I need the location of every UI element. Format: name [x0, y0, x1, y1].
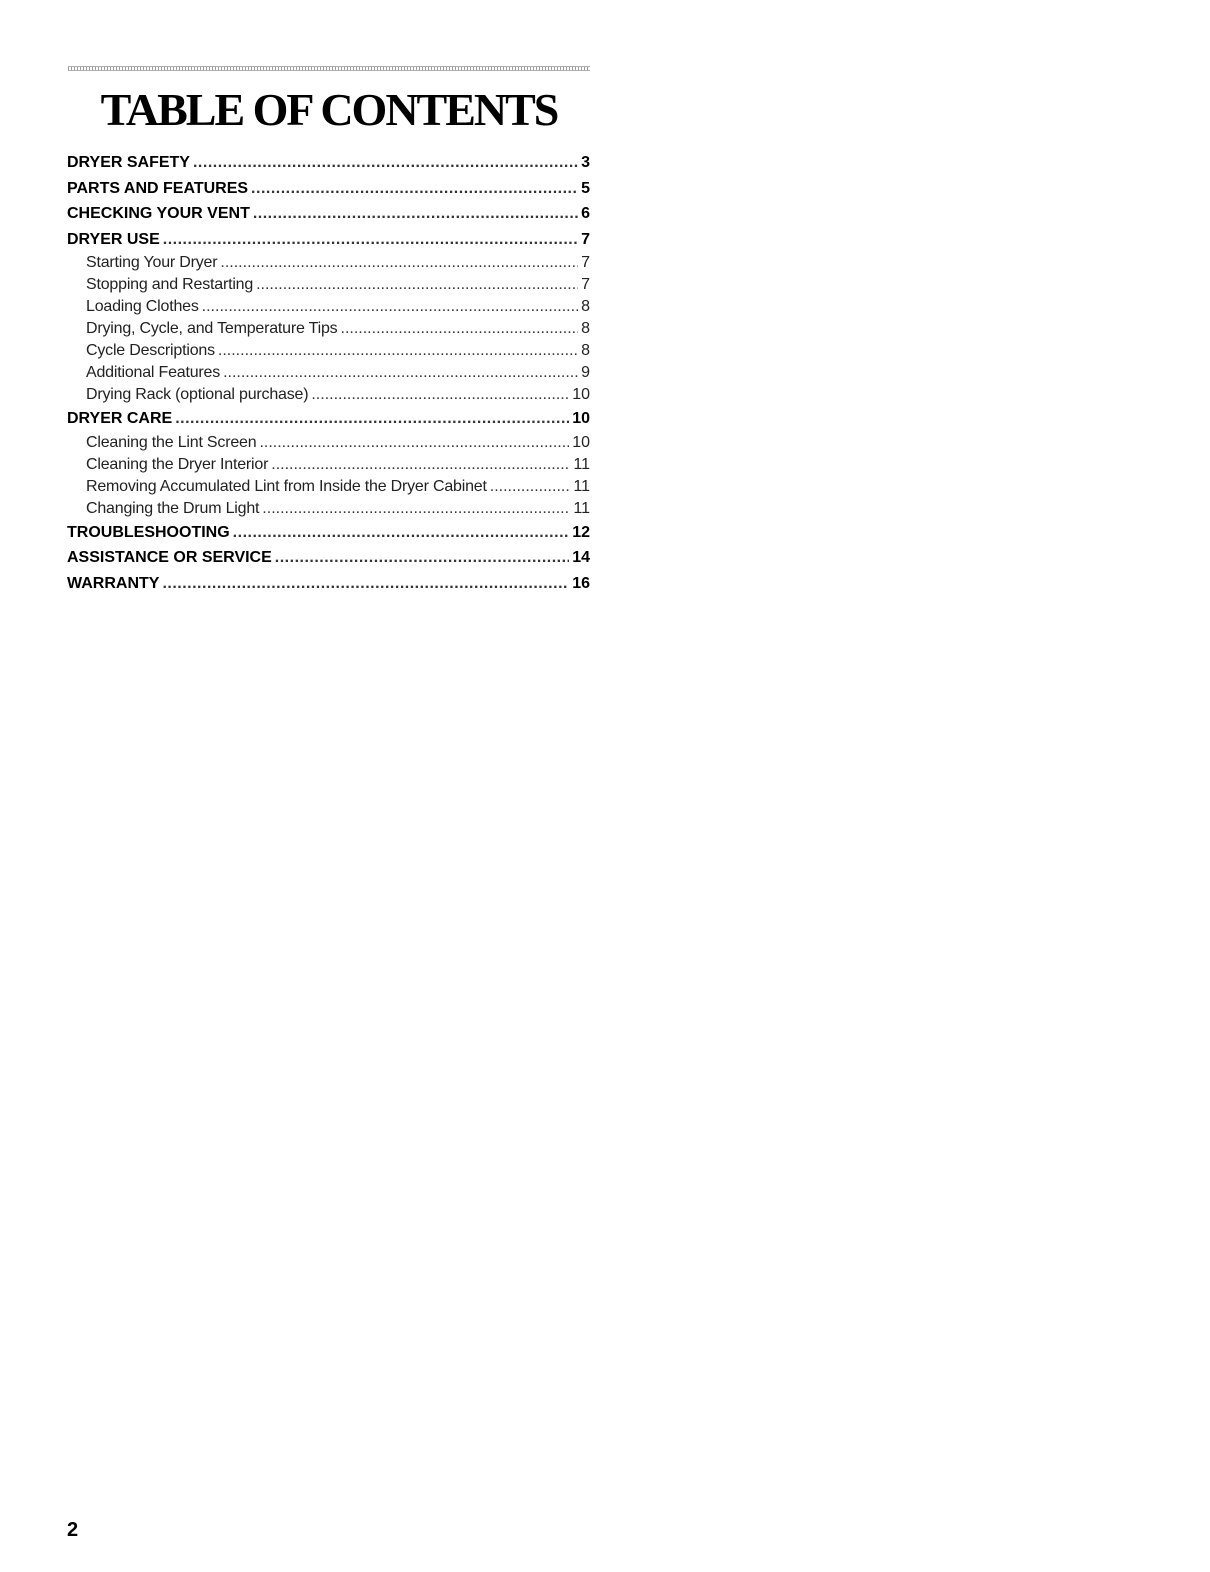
- toc-subsection-entry[interactable]: [67, 296, 590, 318]
- toc-entry-page-number: 8: [581, 320, 590, 337]
- toc-subsection-entry[interactable]: [67, 476, 590, 498]
- toc-entry-page-number: 6: [581, 205, 590, 222]
- toc-subsection-entry[interactable]: [67, 498, 590, 520]
- table-of-contents: [67, 150, 590, 596]
- toc-entry-label: CHECKING YOUR VENT: [67, 205, 250, 222]
- toc-entry-page-number: 7: [581, 254, 590, 271]
- dot-leader: [253, 201, 578, 227]
- toc-entry-label: Cycle Descriptions: [86, 342, 215, 359]
- dot-leader: [220, 252, 578, 274]
- dot-leader: [311, 384, 569, 406]
- toc-entry-label: DRYER SAFETY: [67, 154, 190, 171]
- toc-entry-page-number: 11: [573, 499, 590, 517]
- toc-entry-page-number: 12: [572, 523, 590, 541]
- dot-leader: [233, 520, 570, 546]
- toc-entry-label: Cleaning the Lint Screen: [86, 433, 257, 451]
- dot-leader: [490, 476, 571, 498]
- dot-leader: [341, 318, 579, 340]
- toc-entry-page-number: 9: [581, 364, 590, 381]
- toc-entry-page-number: 3: [581, 154, 590, 171]
- dot-leader: [251, 176, 578, 202]
- dot-leader: [193, 150, 578, 176]
- dot-leader: [175, 406, 569, 432]
- dot-leader: [256, 274, 578, 296]
- toc-subsection-entry[interactable]: [67, 252, 590, 274]
- toc-entry-label: Drying Rack (optional purchase): [86, 386, 309, 403]
- dot-leader: [275, 545, 569, 571]
- toc-subsection-entry[interactable]: [67, 318, 590, 340]
- dot-leader: [162, 571, 569, 597]
- toc-entry-label: Removing Accumulated Lint from Inside the Dryer Cabinet: [86, 477, 487, 495]
- toc-entry-page-number: 10: [572, 410, 590, 427]
- toc-entry-label: PARTS AND FEATURES: [67, 179, 249, 197]
- dot-leader: [218, 340, 578, 362]
- toc-entry-label: Cleaning the Dryer Interior: [86, 455, 269, 473]
- toc-entry-page-number: 10: [572, 433, 590, 451]
- dot-leader: [259, 432, 569, 454]
- toc-section-entry[interactable]: [67, 571, 590, 597]
- toc-entry-label: Loading Clothes: [86, 298, 199, 315]
- toc-subsection-entry[interactable]: [67, 432, 590, 454]
- toc-entry-page-number: 8: [581, 342, 590, 359]
- toc-entry-page-number: 14: [572, 549, 590, 566]
- toc-entry-label: TROUBLESHOOTING: [67, 523, 230, 541]
- dot-leader: [271, 454, 570, 476]
- page-number: 2: [67, 1519, 79, 1541]
- toc-entry-label: DRYER USE: [67, 230, 160, 248]
- toc-section-entry[interactable]: [67, 545, 590, 571]
- toc-entry-label: WARRANTY: [67, 574, 160, 592]
- dot-leader: [163, 227, 578, 253]
- toc-entry-label: Starting Your Dryer: [86, 254, 218, 271]
- toc-subsection-entry[interactable]: [67, 340, 590, 362]
- toc-entry-label: Additional Features: [86, 364, 221, 381]
- toc-entry-page-number: 10: [572, 386, 590, 403]
- toc-entry-page-number: 11: [573, 455, 590, 473]
- page-title: TABLE OF CONTENTS: [100, 84, 558, 135]
- toc-entry-label: Drying, Cycle, and Temperature Tips: [86, 320, 338, 337]
- toc-section-entry[interactable]: [67, 150, 590, 176]
- toc-entry-label: ASSISTANCE OR SERVICE: [67, 549, 272, 566]
- toc-entry-label: Changing the Drum Light: [86, 499, 260, 517]
- dot-leader: [262, 498, 570, 520]
- toc-section-entry[interactable]: [67, 520, 590, 546]
- toc-entry-page-number: 11: [573, 477, 590, 495]
- toc-entry-page-number: 5: [581, 179, 590, 197]
- toc-section-entry[interactable]: [67, 406, 590, 432]
- toc-subsection-entry[interactable]: [67, 274, 590, 296]
- toc-entry-page-number: 7: [581, 230, 590, 248]
- toc-entry-page-number: 7: [581, 276, 590, 293]
- toc-entry-label: DRYER CARE: [67, 410, 173, 427]
- toc-subsection-entry[interactable]: [67, 384, 590, 406]
- toc-entry-page-number: 16: [572, 574, 590, 592]
- toc-subsection-entry[interactable]: [67, 362, 590, 384]
- toc-entry-label: Stopping and Restarting: [86, 276, 254, 293]
- dot-leader: [223, 362, 578, 384]
- toc-section-entry[interactable]: [67, 176, 590, 202]
- dot-leader: [202, 296, 578, 318]
- toc-entry-page-number: 8: [581, 298, 590, 315]
- toc-subsection-entry[interactable]: [67, 454, 590, 476]
- toc-section-entry[interactable]: [67, 227, 590, 253]
- header-rule: [68, 66, 590, 71]
- toc-section-entry[interactable]: [67, 201, 590, 227]
